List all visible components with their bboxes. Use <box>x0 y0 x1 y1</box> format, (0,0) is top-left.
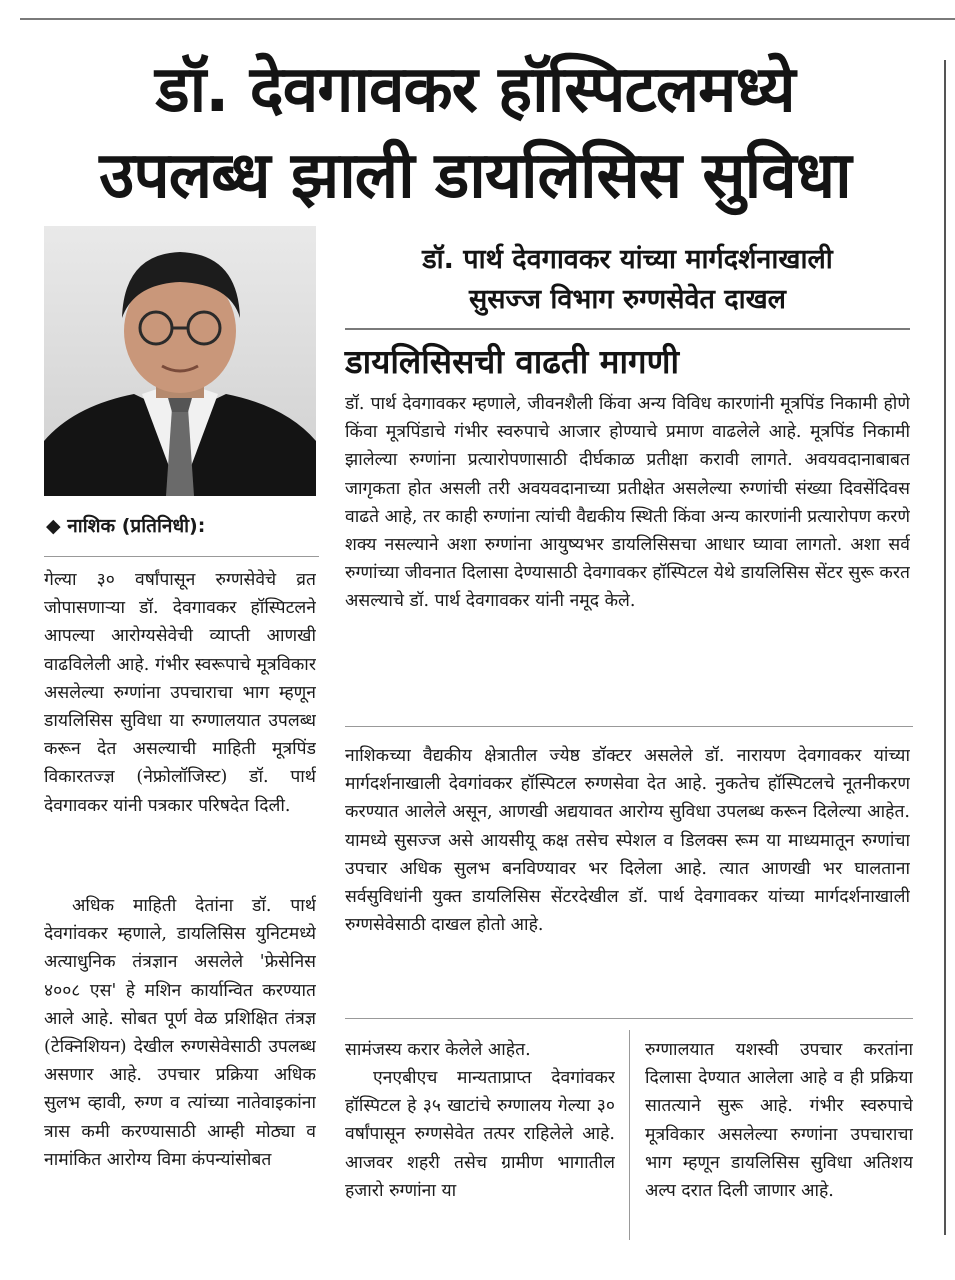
mid-rule-1 <box>345 726 913 727</box>
page-edge-border <box>944 60 955 1235</box>
portrait-illustration <box>44 226 316 496</box>
headline-line1: डॉ. देवगावकर हॉस्पिटलमध्ये <box>155 53 795 127</box>
doctor-photo <box>44 226 316 496</box>
mid-paragraph-1: सामंजस्य करार केलेले आहेत. <box>345 1040 531 1060</box>
right-paragraph-1: डॉ. पार्थ देवगावकर म्हणाले, जीवनशैली किंवा अन्य विविध कारणांनी मूत्रपिंड निकामी होणे किंवा मूत्रपिंडाचे गंभीर स्वरुपाचे आजार होण्याचे प्रमाण वाढलेले आहे. मूत्रपिंड निकामी झालेल्या रुग्णांना प्रत्यारोपणासाठी दीर्घकाळ प्रतीक्षा करावी लागते. अवयवदानाबाबत जागृकता होत असली तरी अवयवदानाच्या प्रतीक्षेत असलेल्या रुग्णांची संख्या दिवसेंदिवस वाढते आहे, तर काही रुग्णांना त्यांची वैद्यकीय स्थिती किंवा अन्य कारणांनी प्रत्यारोपण करणे शक्य नसल्याने अशा रुग्णांना आयुष्यभर डायलिसिसचा आधार घ्यावा लागतो. अशा सर्व रुग्णांच्या जीवनात दिलासा देण्यासाठी देवगावकर हॉस्पिटल येथे डायलिसिस सेंटर सुरू करत असल्याचे डॉ. पार्थ देवगावकर यांनी नमूद केले. <box>345 394 910 612</box>
subhead-rule <box>345 328 910 330</box>
subheadline-line1: डॉ. पार्थ देवगावकर यांच्या मार्गदर्शनाखाली <box>422 244 833 275</box>
far-paragraph: रुग्णालयात यशस्वी उपचार करतांना दिलासा देण्यात आलेला आहे व ही प्रक्रिया सातत्याने सुरू आहे. गंभीर स्वरुपाचे मूत्रविकार असलेल्या रुग्णांना उपचाराचा भाग म्हणून डायलिसिस सुविधा अतिशय अल्प दरात दिली जाणार आहे. <box>645 1040 913 1202</box>
top-rule <box>20 18 955 20</box>
mid-rule-2 <box>345 1018 913 1019</box>
subheadline-line2: सुसज्ज विभाग रुग्णसेवेत दाखल <box>469 284 786 315</box>
left-column-rule <box>44 556 319 557</box>
mid-paragraph-2: एनएबीएच मान्यताप्राप्त देवगांवकर हॉस्पिटल हे ३५ खाटांचे रुग्णालय गेल्या ३० वर्षांपासून रुग्णसेवेत तत्पर राहिलेले आहे. आजवर शहरी तसेच ग्रामीण भागातील हजारो रुग्णांना या <box>345 1068 615 1201</box>
section-heading: डायलिसिसची वाढती मागणी <box>345 342 680 381</box>
column-divider <box>629 1030 630 1240</box>
left-paragraph-1: गेल्या ३० वर्षांपासून रुग्णसेवेचे व्रत जोपासणाऱ्या डॉ. देवगावकर हॉस्पिटलने आपल्या आरोग्यसेवेची व्याप्ती आणखी वाढविलेली आहे. गंभीर स्वरूपाचे मूत्रविकार असलेल्या रुग्णांना उपचाराचा भाग म्हणून डायलिसिस सुविधा या रुग्णालयात उपलब्ध करून देत असल्याची माहिती मूत्रपिंड विकारतज्ज्ञ (नेफ्रोलॉजिस्ट) डॉ. पार्थ देवगावकर यांनी पत्रकार परिषदेत दिली. <box>44 570 316 816</box>
right-paragraph-2: नाशिकच्या वैद्यकीय क्षेत्रातील ज्येष्ठ डॉक्टर असलेले डॉ. नारायण देवगावकर यांच्या मार्गदर्शनाखाली देवगांवकर हॉस्पिटल रुग्णसेवा देत आहे. नुकतेच हॉस्पिटलचे नूतनीकरण करण्यात आलेले असून, आणखी अद्ययावत आरोग्य सुविधा उपलब्ध करून दिलेल्या आहेत. यामध्ये सुसज्ज असे आयसीयू कक्ष तसेच स्पेशल व डिलक्स रूम या माध्यमातून रुग्णांचा उपचार अधिक सुलभ बनविण्यावर भर दिलेला आहे. त्यात आणखी भर घालताना सर्वसुविधांनी युक्त डायलिसिस सेंटरदेखील डॉ. पार्थ देवगावकर यांच्या मार्गदर्शनाखाली रुग्णसेवेसाठी दाखल होतो आहे. <box>345 746 910 936</box>
left-paragraph-2: अधिक माहिती देतांना डॉ. पार्थ देवगांवकर म्हणाले, डायलिसिस युनिटमध्ये अत्याधुनिक तंत्रज्ञान असलेले 'फ्रेसेनिस ४००८ एस' हे मशिन कार्यान्वित करण्यात आले आहे. सोबत पूर्ण वेळ प्रशिक्षित तंत्रज्ञ (टेक्निशियन) देखील रुग्णसेवेसाठी उपलब्ध असणार आहे. उपचार प्रक्रिया अधिक सुलभ व्हावी, रुग्ण व त्यांच्या नातेवाइकांना त्रास कमी करण्यासाठी आम्ही मोठ्या व नामांकित आरोग्य विमा कंपन्यांसोबत <box>44 896 316 1170</box>
dateline: ◆ नाशिक (प्रतिनिधी): <box>46 515 206 537</box>
headline-line2: उपलब्ध झाली डायलिसिस सुविधा <box>99 139 851 213</box>
